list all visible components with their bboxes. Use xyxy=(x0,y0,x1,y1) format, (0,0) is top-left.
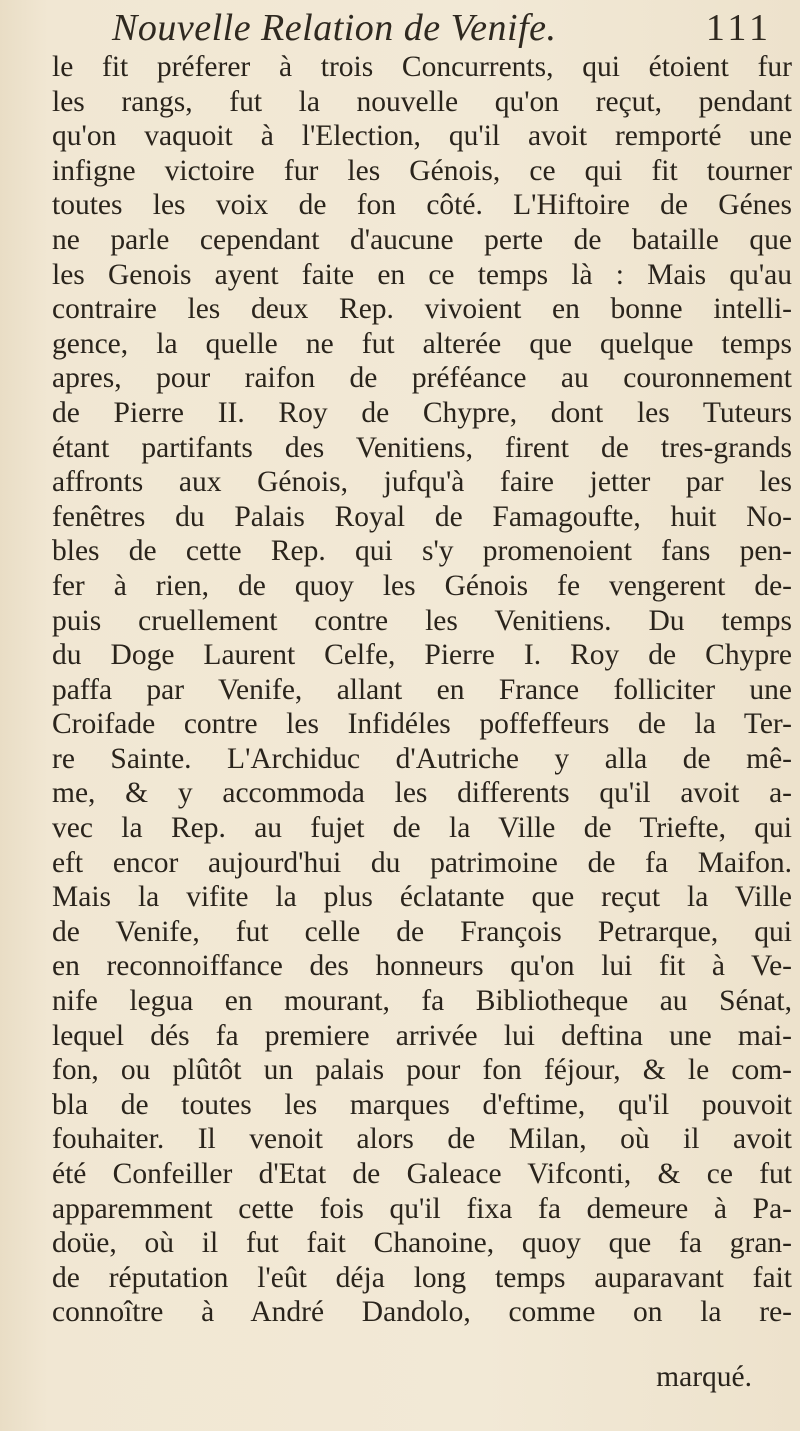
text-line: fon, ou plûtôt un palais pour fon féjour, & le com- xyxy=(52,1054,792,1087)
text-line: bles de cette Rep. qui s'y promenoient fans pen- xyxy=(52,535,792,568)
text-line: ne parle cependant d'aucune perte de bataille que xyxy=(52,223,792,256)
text-line: affronts aux Génois, jufqu'à faire jetter par les xyxy=(52,466,792,499)
text-line: fouhaiter. Il venoit alors de Milan, où il avoit xyxy=(52,1123,792,1156)
text-line: Croifade contre les Infidéles poffeffeurs de la Ter- xyxy=(52,708,792,741)
text-line: de Pierre II. Roy de Chypre, dont les Tuteurs xyxy=(52,396,792,429)
text-line: doüe, où il fut fait Chanoine, quoy que fa gran- xyxy=(52,1227,792,1260)
text-line: contraire les deux Rep. vivoient en bonne intelli- xyxy=(52,293,792,326)
text-line: lequel dés fa premiere arrivée lui deftina une mai- xyxy=(52,1019,792,1052)
running-head-title: Nouvelle Relation de Venife. xyxy=(112,7,557,49)
text-line: vec la Rep. au fujet de la Ville de Triefte, qui xyxy=(52,812,792,845)
text-line: le fit préferer à trois Concurrents, qui étoient fur xyxy=(52,51,792,83)
text-line: de Venife, fut celle de François Petrarque, qui xyxy=(52,915,792,948)
text-line: re Sainte. L'Archiduc d'Autriche y alla de mê- xyxy=(52,742,792,775)
body-text xyxy=(52,50,792,1330)
text-line: de réputation l'eût déja long temps auparavant fait xyxy=(52,1261,792,1294)
text-line: les Genois ayent faite en ce temps là : Mais qu'au xyxy=(52,258,792,291)
page-number: 111 xyxy=(705,7,772,49)
text-line: toutes les voix de fon côté. L'Hiftoire de Génes xyxy=(52,189,792,222)
text-line: qu'on vaquoit à l'Election, qu'il avoit remporté une xyxy=(52,120,792,153)
text-line: en reconnoiffance des honneurs qu'on lui fit à Ve- xyxy=(52,950,792,983)
text-line: puis cruellement contre les Venitiens. Du temps xyxy=(52,604,792,637)
text-line: du Doge Laurent Celfe, Pierre I. Roy de Chypre xyxy=(52,639,792,672)
text-line: nife legua en mourant, fa Bibliotheque au Sénat, xyxy=(52,985,792,1018)
text-line: étant partifants des Venitiens, firent de tres-grands xyxy=(52,431,792,464)
catchword: marqué. xyxy=(656,1361,752,1393)
text-line: infigne victoire fur les Génois, ce qui fit tourner xyxy=(52,154,792,187)
text-line: paffa par Venife, allant en France folliciter une xyxy=(52,673,792,706)
text-line: me, & y accommoda les differents qu'il avoit a- xyxy=(52,777,792,810)
text-line: été Confeiller d'Etat de Galeace Vifconti, & ce fut xyxy=(52,1158,792,1190)
text-line: gence, la quelle ne fut alterée que quelque temps xyxy=(52,327,792,360)
running-head xyxy=(112,4,772,52)
text-line: Mais la vifite la plus éclatante que reçut la Ville xyxy=(52,881,792,914)
text-line: fenêtres du Palais Royal de Famagoufte, huit No- xyxy=(52,500,792,533)
text-line: apres, pour raifon de préféance au couronnement xyxy=(52,362,792,395)
text-line: eft encor aujourd'hui du patrimoine de fa Maifon. xyxy=(52,846,792,879)
text-line: apparemment cette fois qu'il fixa fa demeure à Pa- xyxy=(52,1192,792,1225)
text-line: bla de toutes les marques d'eftime, qu'il pouvoit xyxy=(52,1088,792,1121)
text-line: connoître à André Dandolo, comme on la re- xyxy=(52,1296,792,1329)
text-line: les rangs, fut la nouvelle qu'on reçut, pendant xyxy=(52,85,792,118)
text-line: fer à rien, de quoy les Génois fe vengerent de- xyxy=(52,569,792,602)
